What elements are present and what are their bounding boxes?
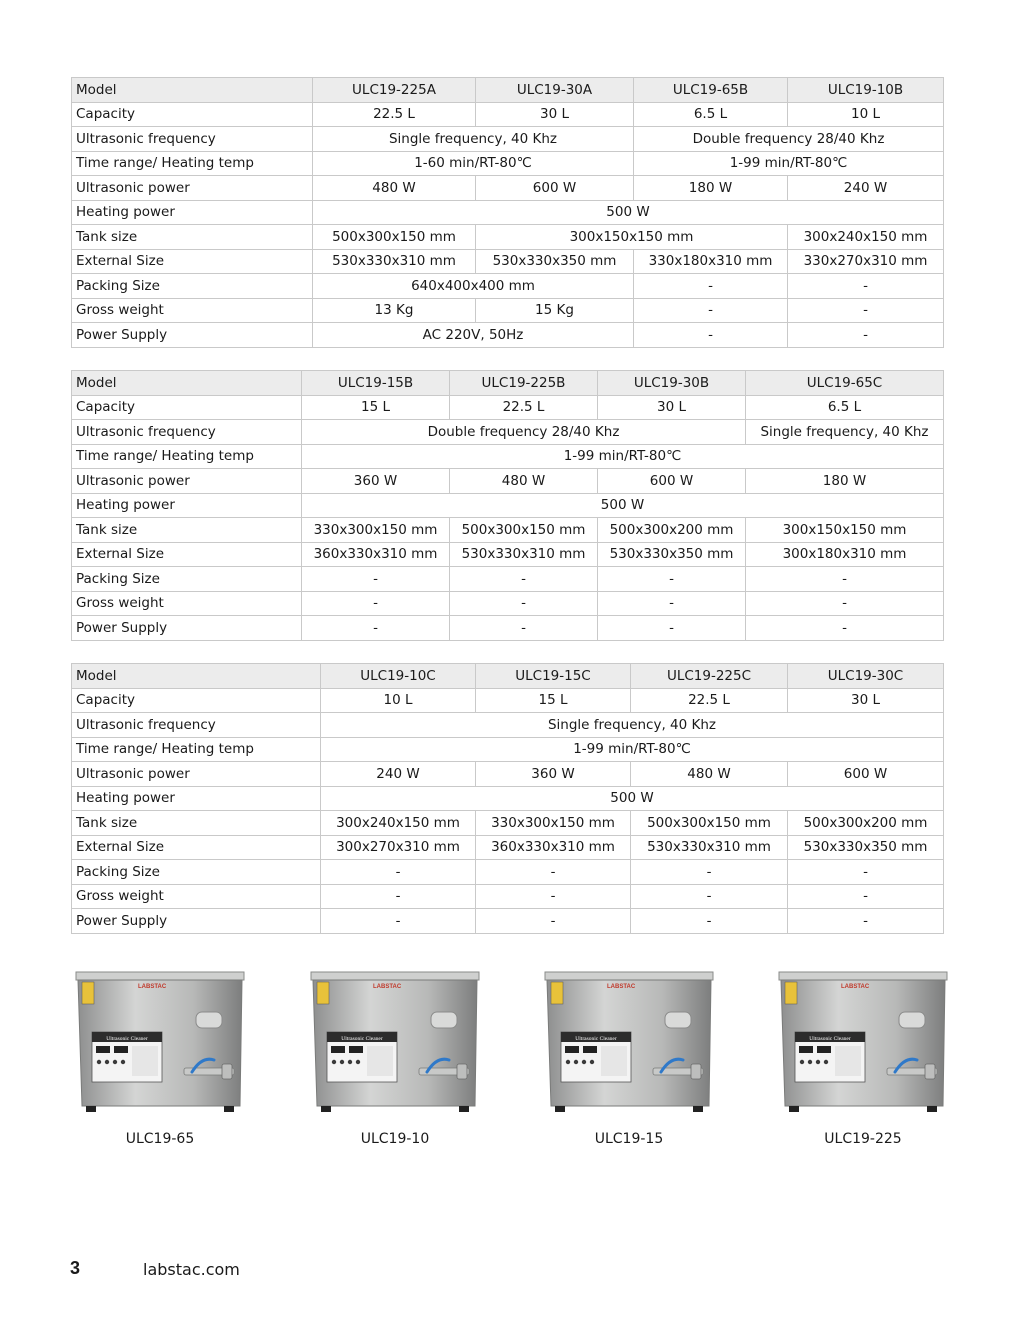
panel-title: Ultrasonic Cleaner — [809, 1036, 851, 1042]
table-cell: - — [598, 591, 746, 616]
table-cell: 10 L — [321, 688, 476, 713]
table-cell: - — [321, 909, 476, 934]
button-icon — [121, 1060, 125, 1064]
panel-title: Ultrasonic Cleaner — [575, 1036, 617, 1042]
row-label: Packing Size — [72, 274, 313, 299]
row-label: External Size — [72, 542, 302, 567]
table-cell: Single frequency, 40 Khz — [313, 127, 634, 152]
valve-icon — [925, 1064, 935, 1079]
display-icon — [349, 1046, 363, 1053]
model-cell: ULC19-225B — [450, 371, 598, 396]
row-label: Power Supply — [72, 909, 321, 934]
button-icon — [816, 1060, 820, 1064]
table-row-external — [72, 835, 944, 860]
row-label: Tank size — [72, 518, 302, 543]
ultrasonic-cleaner-image — [309, 970, 481, 1115]
table-row-power — [72, 469, 944, 494]
handle-icon — [431, 1012, 457, 1028]
row-label: Capacity — [72, 395, 302, 420]
table-row-frequency — [72, 420, 944, 445]
row-label: Time range/ Heating temp — [72, 444, 302, 469]
table-cell: 6.5 L — [634, 102, 788, 127]
table-cell: 30 L — [476, 102, 634, 127]
model-cell: ULC19-65B — [634, 78, 788, 103]
product-card — [70, 970, 250, 1165]
warning-label-icon — [551, 982, 563, 1004]
button-icon — [582, 1060, 586, 1064]
row-label: Power Supply — [72, 616, 302, 641]
table-cell: 15 Kg — [476, 298, 634, 323]
row-label: Capacity — [72, 688, 321, 713]
table-cell: 360x330x310 mm — [476, 835, 631, 860]
table-row-capacity — [72, 688, 944, 713]
table-cell: 330x180x310 mm — [634, 249, 788, 274]
table-row-supply — [72, 323, 944, 348]
product-card — [539, 970, 719, 1165]
row-label: Ultrasonic frequency — [72, 127, 313, 152]
table-row-frequency — [72, 713, 944, 738]
foot-icon — [459, 1106, 469, 1112]
foot-icon — [86, 1106, 96, 1112]
row-label: Ultrasonic power — [72, 469, 302, 494]
table-cell: 300x180x310 mm — [746, 542, 944, 567]
table-cell: - — [788, 274, 944, 299]
ultrasonic-cleaner-image — [74, 970, 246, 1115]
brand-logo: LABSTAC — [138, 984, 167, 990]
table-cell: 600 W — [598, 469, 746, 494]
table-cell: - — [450, 567, 598, 592]
brand-logo: LABSTAC — [373, 984, 402, 990]
table-cell: 530x330x310 mm — [313, 249, 476, 274]
table-cell: 530x330x350 mm — [598, 542, 746, 567]
table-cell: 30 L — [598, 395, 746, 420]
table-cell: AC 220V, 50Hz — [313, 323, 634, 348]
table-cell: - — [788, 860, 944, 885]
product-caption: ULC19-10 — [360, 1131, 430, 1147]
table-row-model — [72, 664, 944, 689]
model-cell: ULC19-225A — [313, 78, 476, 103]
table-cell: 22.5 L — [313, 102, 476, 127]
table-cell: Double frequency 28/40 Khz — [302, 420, 746, 445]
table-row-model — [72, 371, 944, 396]
spec-table-1 — [71, 77, 944, 348]
footer-website: labstac.com — [143, 1260, 240, 1279]
table-cell: - — [476, 884, 631, 909]
model-cell: ULC19-15B — [302, 371, 450, 396]
table-cell: 530x330x350 mm — [476, 249, 634, 274]
table-cell: 300x150x150 mm — [476, 225, 788, 250]
table-row-model — [72, 78, 944, 103]
table-cell: 13 Kg — [313, 298, 476, 323]
spec-table-2 — [71, 370, 944, 641]
table-cell: 500x300x150 mm — [450, 518, 598, 543]
model-cell: ULC19-30C — [788, 664, 944, 689]
handle-icon — [899, 1012, 925, 1028]
table-row-tank — [72, 518, 944, 543]
table-row-power — [72, 176, 944, 201]
valve-icon — [457, 1064, 467, 1079]
table-cell: 330x300x150 mm — [476, 811, 631, 836]
row-label: Heating power — [72, 786, 321, 811]
row-label: Model — [72, 664, 321, 689]
table-cell: 22.5 L — [631, 688, 788, 713]
warning-label-icon — [785, 982, 797, 1004]
model-cell: ULC19-30B — [598, 371, 746, 396]
table-cell: - — [476, 909, 631, 934]
valve-icon — [222, 1064, 232, 1079]
table-row-tank — [72, 225, 944, 250]
lid-rim — [779, 972, 947, 980]
display-icon — [817, 1046, 831, 1053]
table-cell: 480 W — [450, 469, 598, 494]
display-icon — [583, 1046, 597, 1053]
row-label: Ultrasonic power — [72, 176, 313, 201]
table-cell: 180 W — [634, 176, 788, 201]
table-cell: 530x330x310 mm — [631, 835, 788, 860]
table-cell: - — [631, 860, 788, 885]
table-row-power — [72, 762, 944, 787]
table-cell: 480 W — [631, 762, 788, 787]
button-icon — [590, 1060, 594, 1064]
button-icon — [348, 1060, 352, 1064]
table-cell: 640x400x400 mm — [313, 274, 634, 299]
table-row-time — [72, 444, 944, 469]
table-cell: 300x270x310 mm — [321, 835, 476, 860]
warning-label-icon — [82, 982, 94, 1004]
control-panel — [561, 1032, 631, 1082]
table-cell: - — [598, 616, 746, 641]
panel-title: Ultrasonic Cleaner — [106, 1036, 148, 1042]
table-cell: 360 W — [302, 469, 450, 494]
table-cell: - — [634, 323, 788, 348]
table-cell: 240 W — [788, 176, 944, 201]
table-cell: Single frequency, 40 Khz — [746, 420, 944, 445]
product-card — [773, 970, 953, 1165]
spec-table-3 — [71, 663, 944, 934]
table-cell: - — [746, 591, 944, 616]
table-cell: - — [788, 298, 944, 323]
table-cell: - — [302, 567, 450, 592]
row-label: Gross weight — [72, 591, 302, 616]
handle-icon — [665, 1012, 691, 1028]
button-icon — [808, 1060, 812, 1064]
row-label: Model — [72, 78, 313, 103]
table-cell: - — [302, 616, 450, 641]
row-label: Tank size — [72, 811, 321, 836]
table-cell: - — [788, 909, 944, 934]
table-cell: 1-99 min/RT-80℃ — [321, 737, 944, 762]
table-row-supply — [72, 616, 944, 641]
table-cell: - — [746, 616, 944, 641]
warning-label-icon — [317, 982, 329, 1004]
table-cell: 480 W — [313, 176, 476, 201]
brand-logo: LABSTAC — [841, 984, 870, 990]
table-row-gross — [72, 591, 944, 616]
table-cell: - — [634, 274, 788, 299]
product-card — [305, 970, 485, 1165]
table-cell: 500x300x150 mm — [313, 225, 476, 250]
ultrasonic-cleaner-image — [543, 970, 715, 1115]
control-panel — [92, 1032, 162, 1082]
table-cell: 300x240x150 mm — [321, 811, 476, 836]
table-cell: 500x300x150 mm — [631, 811, 788, 836]
table-cell: - — [476, 860, 631, 885]
brand-logo: LABSTAC — [607, 984, 636, 990]
button-icon — [824, 1060, 828, 1064]
product-caption: ULC19-15 — [594, 1131, 664, 1147]
table-cell: - — [631, 909, 788, 934]
table-cell: 180 W — [746, 469, 944, 494]
row-label: Packing Size — [72, 567, 302, 592]
row-label: Power Supply — [72, 323, 313, 348]
table-cell: 240 W — [321, 762, 476, 787]
table-cell: 1-60 min/RT-80℃ — [313, 151, 634, 176]
row-label: Heating power — [72, 200, 313, 225]
row-label: Model — [72, 371, 302, 396]
table-row-heating — [72, 200, 944, 225]
row-label: Capacity — [72, 102, 313, 127]
row-label: Ultrasonic frequency — [72, 713, 321, 738]
table-cell: 15 L — [476, 688, 631, 713]
table-cell: 15 L — [302, 395, 450, 420]
table-cell: 500 W — [313, 200, 944, 225]
row-label: Gross weight — [72, 298, 313, 323]
model-cell: ULC19-10C — [321, 664, 476, 689]
table-cell: Single frequency, 40 Khz — [321, 713, 944, 738]
table-cell: 330x270x310 mm — [788, 249, 944, 274]
button-icon — [800, 1060, 804, 1064]
model-cell: ULC19-30A — [476, 78, 634, 103]
table-row-packing — [72, 567, 944, 592]
row-label: External Size — [72, 249, 313, 274]
table-cell: 360x330x310 mm — [302, 542, 450, 567]
table-cell: 500 W — [321, 786, 944, 811]
button-icon — [356, 1060, 360, 1064]
foot-icon — [321, 1106, 331, 1112]
row-label: External Size — [72, 835, 321, 860]
handle-icon — [196, 1012, 222, 1028]
button-icon — [113, 1060, 117, 1064]
table-cell: 500 W — [302, 493, 944, 518]
table-cell: 600 W — [476, 176, 634, 201]
table-row-packing — [72, 274, 944, 299]
table-cell: 300x240x150 mm — [788, 225, 944, 250]
table-cell: 6.5 L — [746, 395, 944, 420]
display-icon — [114, 1046, 128, 1053]
table-cell: - — [788, 323, 944, 348]
foot-icon — [927, 1106, 937, 1112]
lid-rim — [545, 972, 713, 980]
model-cell: ULC19-15C — [476, 664, 631, 689]
ultrasonic-cleaner-image — [777, 970, 949, 1115]
table-row-external — [72, 249, 944, 274]
table-cell: 360 W — [476, 762, 631, 787]
table-row-time — [72, 151, 944, 176]
table-cell: - — [746, 567, 944, 592]
table-cell: 330x300x150 mm — [302, 518, 450, 543]
table-row-frequency — [72, 127, 944, 152]
table-cell: - — [598, 567, 746, 592]
table-cell: - — [788, 884, 944, 909]
table-cell: 1-99 min/RT-80℃ — [302, 444, 944, 469]
table-cell: - — [450, 591, 598, 616]
table-row-capacity — [72, 102, 944, 127]
table-cell: 22.5 L — [450, 395, 598, 420]
button-icon — [105, 1060, 109, 1064]
table-cell: - — [302, 591, 450, 616]
table-row-heating — [72, 493, 944, 518]
table-cell: 30 L — [788, 688, 944, 713]
table-cell: 10 L — [788, 102, 944, 127]
display-icon — [96, 1046, 110, 1053]
table-cell: Double frequency 28/40 Khz — [634, 127, 944, 152]
foot-icon — [693, 1106, 703, 1112]
button-icon — [574, 1060, 578, 1064]
table-row-gross — [72, 298, 944, 323]
panel-title: Ultrasonic Cleaner — [341, 1036, 383, 1042]
row-label: Ultrasonic frequency — [72, 420, 302, 445]
control-panel — [795, 1032, 865, 1082]
table-row-capacity — [72, 395, 944, 420]
foot-icon — [555, 1106, 565, 1112]
table-cell: 1-99 min/RT-80℃ — [634, 151, 944, 176]
table-cell: 600 W — [788, 762, 944, 787]
table-cell: - — [321, 860, 476, 885]
table-row-external — [72, 542, 944, 567]
table-row-time — [72, 737, 944, 762]
table-cell: 500x300x200 mm — [788, 811, 944, 836]
row-label: Ultrasonic power — [72, 762, 321, 787]
table-cell: 300x150x150 mm — [746, 518, 944, 543]
row-label: Tank size — [72, 225, 313, 250]
foot-icon — [789, 1106, 799, 1112]
table-cell: 530x330x310 mm — [450, 542, 598, 567]
table-cell: - — [321, 884, 476, 909]
table-row-supply — [72, 909, 944, 934]
control-panel — [327, 1032, 397, 1082]
row-label: Heating power — [72, 493, 302, 518]
product-caption: ULC19-65 — [125, 1131, 195, 1147]
model-cell: ULC19-65C — [746, 371, 944, 396]
model-cell: ULC19-225C — [631, 664, 788, 689]
button-icon — [566, 1060, 570, 1064]
row-label: Time range/ Heating temp — [72, 151, 313, 176]
table-row-heating — [72, 786, 944, 811]
product-caption: ULC19-225 — [824, 1131, 902, 1147]
table-row-gross — [72, 884, 944, 909]
display-icon — [799, 1046, 813, 1053]
foot-icon — [224, 1106, 234, 1112]
table-cell: - — [450, 616, 598, 641]
table-cell: 530x330x350 mm — [788, 835, 944, 860]
table-cell: - — [634, 298, 788, 323]
table-row-packing — [72, 860, 944, 885]
lid-rim — [76, 972, 244, 980]
table-row-tank — [72, 811, 944, 836]
table-cell: - — [631, 884, 788, 909]
row-label: Gross weight — [72, 884, 321, 909]
row-label: Time range/ Heating temp — [72, 737, 321, 762]
button-icon — [97, 1060, 101, 1064]
page-number: 3 — [70, 1258, 81, 1278]
display-icon — [331, 1046, 345, 1053]
display-icon — [565, 1046, 579, 1053]
button-icon — [340, 1060, 344, 1064]
lid-rim — [311, 972, 479, 980]
table-cell: 500x300x200 mm — [598, 518, 746, 543]
valve-icon — [691, 1064, 701, 1079]
button-icon — [332, 1060, 336, 1064]
model-cell: ULC19-10B — [788, 78, 944, 103]
row-label: Packing Size — [72, 860, 321, 885]
